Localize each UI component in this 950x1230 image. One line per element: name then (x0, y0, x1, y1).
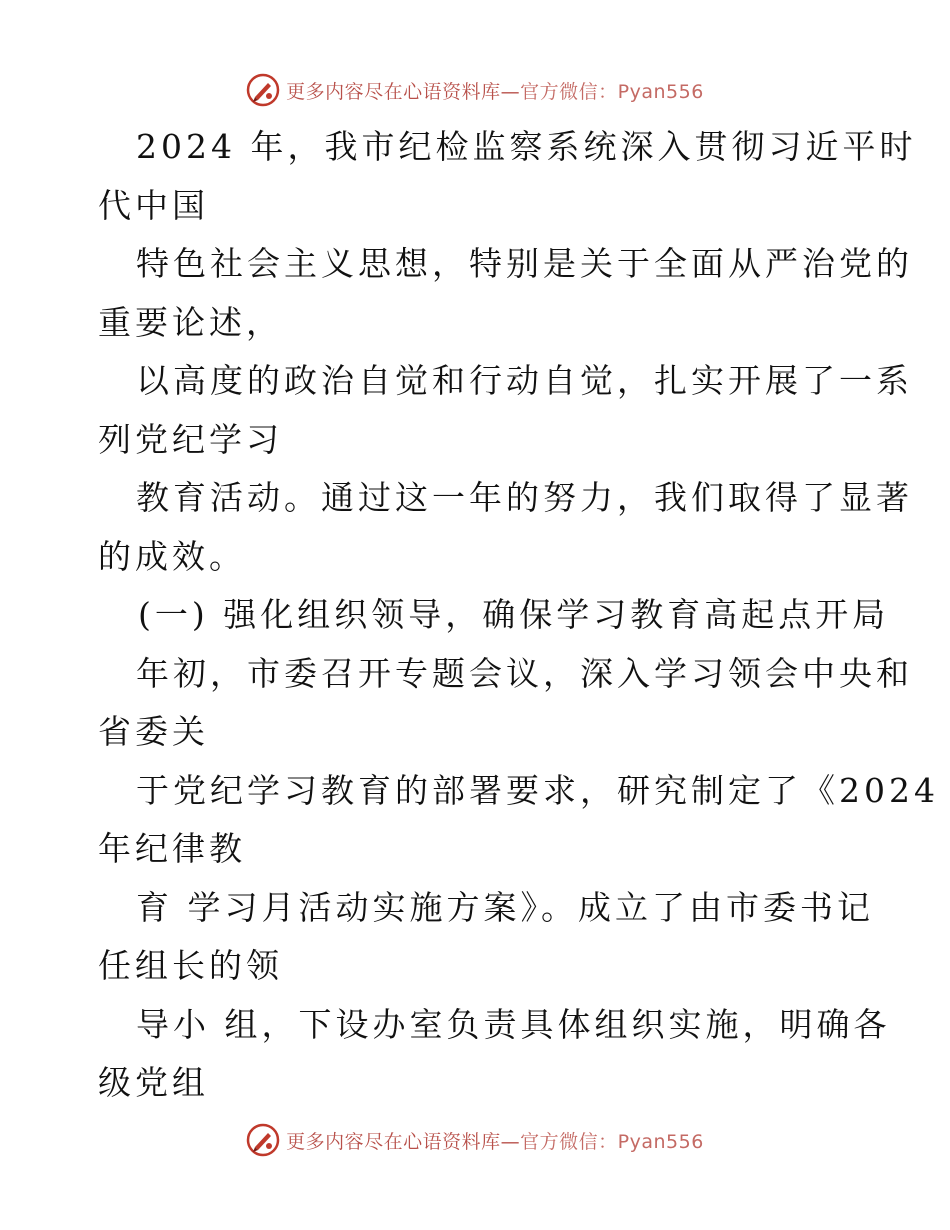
watermark-text (286, 77, 704, 104)
text-line: 教育活动。通过这一年的努力，我们取得了显著 (136, 478, 913, 517)
text-line: 特色社会主义思想，特别是关于全面从严治党的 (136, 244, 913, 283)
watermark-contact: 官方微信：Pyan556 (520, 80, 704, 103)
document-body (98, 118, 939, 1113)
text-line: 2024 年，我市纪检监察系统深入贯彻习近平时 (136, 127, 917, 166)
text-line: 于党纪学习教育的部署要求，研究制定了《2024 (136, 770, 939, 810)
text-line: 列党纪学习 (98, 419, 283, 459)
watermark-brand: 更多内容尽在心语资料库 (286, 1130, 501, 1153)
text-line: 导小 组，下设办室负责具体组织实施，明确各 (136, 1004, 891, 1044)
footer-watermark (0, 1120, 950, 1160)
text-line: 的成效。 (98, 536, 246, 576)
header-watermark (0, 70, 950, 110)
watermark-separator: — (500, 1130, 521, 1153)
text-line: 年初，市委召开专题会议，深入学习领会中央和 (136, 653, 913, 693)
pen-logo-icon (246, 1123, 280, 1157)
text-line: 级党组 (98, 1063, 209, 1102)
text-line: 代中国 (98, 185, 209, 225)
text-line: 重要论述， (98, 302, 283, 342)
watermark-contact: 官方微信：Pyan556 (520, 1130, 704, 1153)
watermark-brand: 更多内容尽在心语资料库 (286, 80, 501, 103)
text-line: 育 学习月活动实施方案》。成立了由市委书记 (136, 887, 874, 927)
watermark-separator: — (500, 80, 521, 103)
text-line: 省委关 (98, 712, 209, 751)
text-line: 以高度的政治自觉和行动自觉，扎实开展了一系 (136, 361, 913, 400)
watermark-text (286, 1127, 704, 1154)
section-heading: (一) 强化组织领导，确保学习教育高起点开局 (138, 595, 890, 634)
text-line: 年纪律教 (98, 829, 246, 868)
text-line: 任组长的领 (98, 946, 283, 985)
pen-logo-icon (246, 73, 280, 107)
